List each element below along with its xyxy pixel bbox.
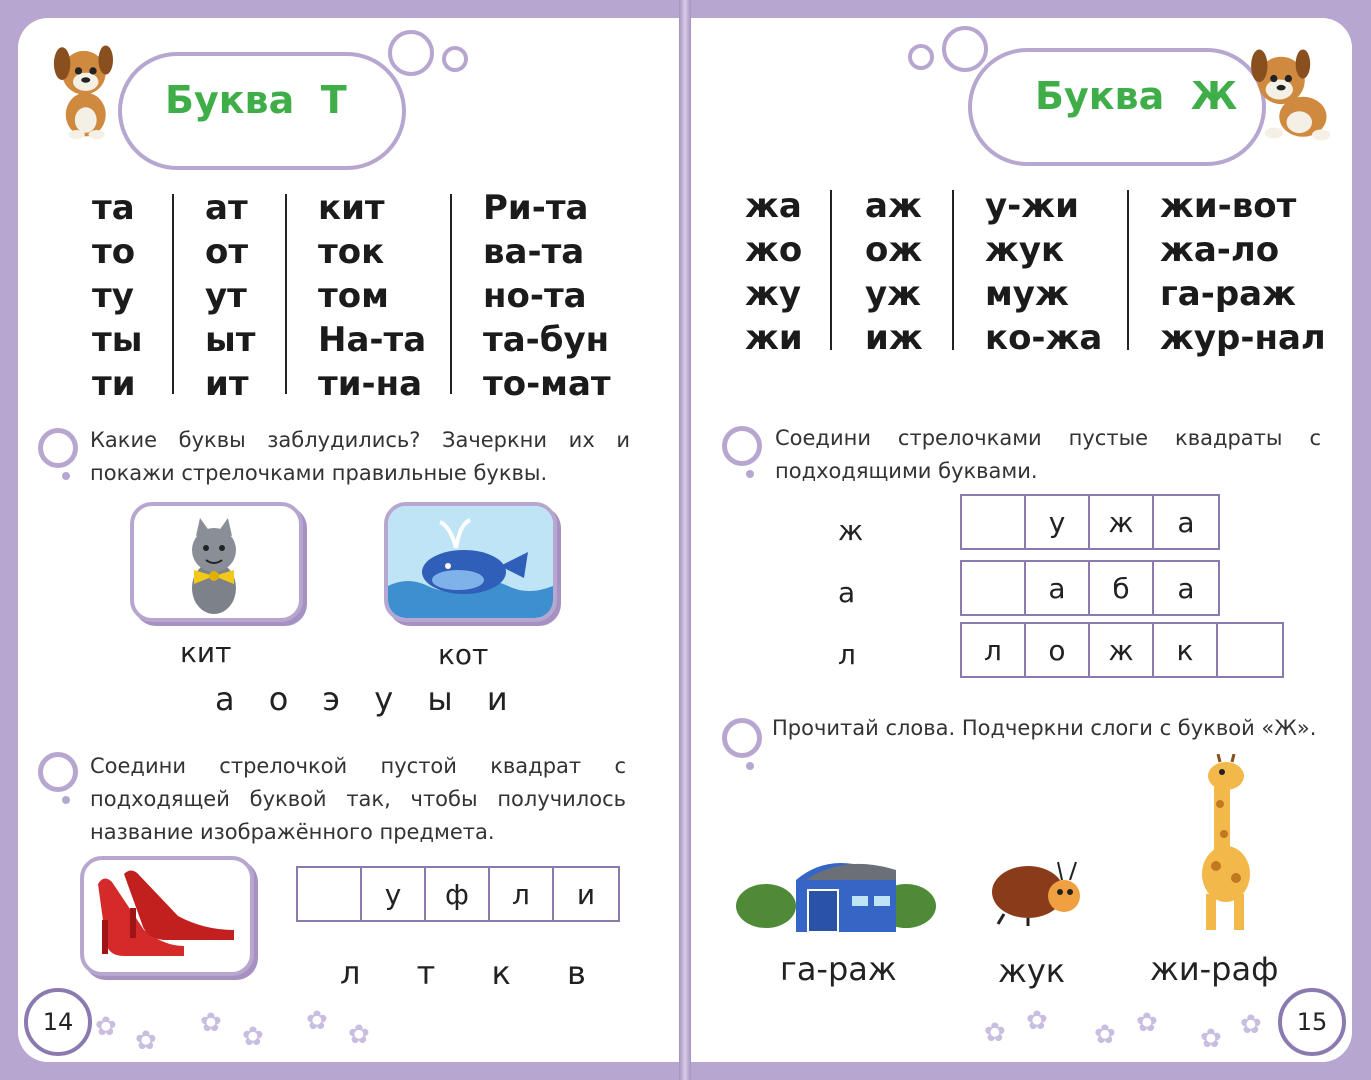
syllable: На-та [318,320,427,360]
syllable: уж [865,274,921,314]
grid-cell: у [1026,496,1090,548]
left-task1-text: Какие буквы заблудились? Зачеркни их и покажи стрелочками правильные буквы. [90,428,630,485]
side-letter: ж [838,514,864,547]
paw-print-icon: ✿ [200,1008,222,1038]
column-divider [172,194,174,394]
grid-cell-empty[interactable] [962,562,1026,614]
left-syllable-column-3 [318,186,426,406]
syllable: то [92,232,136,272]
left-title-letter: Т [320,78,347,122]
task-bullet-dot-icon [62,796,70,804]
page-number-right: 15 [1278,988,1346,1056]
word-kot: кот [438,638,489,671]
syllable: жур-нал [1160,318,1326,358]
left-cloud-bubble-large [388,30,434,76]
right-task1-grid-row-2 [960,560,1220,616]
syllable: то-мат [483,364,611,404]
paw-print-icon: ✿ [95,1012,117,1042]
red-shoes-image [84,860,250,972]
paw-print-icon: ✿ [242,1022,264,1052]
left-cloud-bubble-small [442,46,468,72]
paw-print-icon: ✿ [135,1026,157,1056]
right-syllable-column-1 [745,184,803,360]
paw-print-icon: ✿ [348,1020,370,1050]
right-title-letter: Ж [1190,74,1238,118]
syllable: жи-вот [1160,186,1297,226]
paw-print-icon: ✿ [1136,1008,1158,1038]
beetle-image [984,852,1084,928]
grid-cell: и [576,877,596,911]
dog-mascot-right [1242,44,1342,144]
syllable: жук [985,230,1065,270]
grid-cell: а [1177,571,1195,605]
syllable: ти [92,364,136,404]
kitten-image [134,506,299,618]
left-page-title [165,78,347,122]
syllable: ож [865,230,923,270]
grid-cell: б [1090,562,1154,614]
paw-print-icon: ✿ [1026,1006,1048,1036]
grid-cell-empty[interactable] [1218,624,1282,676]
grid-cell: к [1154,624,1218,676]
grid-cell: у [362,868,426,920]
left-task2-letters: л т к в [340,954,598,992]
column-divider [952,190,954,350]
word-garazh: га-раж [780,950,897,988]
grid-cell-empty[interactable] [298,868,362,920]
column-divider [285,194,287,394]
syllable: ыт [205,320,256,360]
side-letter: л [838,638,856,671]
syllable: ко-жа [985,318,1103,358]
syllable: ток [318,232,385,272]
right-syllable-column-4 [1160,184,1326,360]
grid-cell: ф [426,868,490,920]
syllable: Ри-та [483,188,589,228]
syllable: ти-на [318,364,423,404]
left-syllable-column-4 [483,186,611,406]
right-cloud-bubble-small [908,44,934,70]
left-task2-text: Соедини стрелочкой пустой квадрат с подходящей буквой так, чтобы получилось название изображённого предмета. [90,754,626,844]
right-cloud-bubble-large [942,26,988,72]
dog-mascot-left [48,40,118,140]
task-bullet-dot-icon [746,470,754,478]
paw-print-icon: ✿ [306,1006,328,1036]
whale-image [388,506,553,618]
word-zhiraf: жи-раф [1150,950,1279,988]
syllable: но-та [483,276,587,316]
syllable: ут [205,276,247,316]
task-bullet-icon [38,752,78,792]
syllable: жо [745,230,803,270]
syllable: га-раж [1160,274,1296,314]
task-bullet-icon [38,428,78,468]
syllable: у-жи [985,186,1079,226]
syllable: ит [205,364,249,404]
grid-cell: л [490,868,554,920]
right-task2-text: Прочитай слова. Подчеркни слоги с буквой «Ж». [772,716,1317,740]
side-letter: а [838,576,856,609]
grid-cell: ж [1090,624,1154,676]
syllable: иж [865,318,923,358]
task-bullet-dot-icon [62,472,70,480]
grid-cell-empty[interactable] [962,496,1026,548]
right-page-title [1035,74,1237,118]
grid-cell: л [962,624,1026,676]
word-zhuk: жук [998,952,1066,990]
syllable: от [205,232,249,272]
right-syllable-column-2 [865,184,923,360]
right-task1-grid-row-1 [960,494,1220,550]
paw-print-icon: ✿ [1094,1020,1116,1050]
right-syllable-column-3 [985,184,1102,360]
left-title-word: Буква [165,78,295,122]
grid-cell: а [1177,505,1195,539]
syllable: жи [745,318,803,358]
syllable: ва-та [483,232,585,272]
grid-cell: о [1026,624,1090,676]
word-kit: кит [180,636,232,669]
whale-image-frame [384,502,557,622]
kitten-image-frame [130,502,303,622]
shoes-image-frame [80,856,254,976]
syllable: ту [92,276,134,316]
left-syllable-column-1 [92,186,142,406]
right-task1-text: Соедини стрелочками пустые квадраты с подходящими буквами. [775,426,1321,483]
column-divider [830,190,832,350]
column-divider [450,194,452,394]
syllable: том [318,276,389,316]
left-task2-grid [296,866,620,922]
right-title-word: Буква [1035,74,1165,118]
column-divider [1127,190,1129,350]
left-task1-letters: а о э у ы и [215,680,520,718]
garage-image [736,840,936,940]
syllable: жа-ло [1160,230,1280,270]
paw-print-icon: ✿ [1200,1024,1222,1054]
right-task1-grid-row-3 [960,622,1284,678]
paw-print-icon: ✿ [984,1018,1006,1048]
syllable: та [92,188,135,228]
giraffe-image [1180,754,1270,934]
task-bullet-icon [722,426,762,466]
task-bullet-dot-icon [746,762,754,770]
paw-print-icon: ✿ [1240,1010,1262,1040]
syllable: аж [865,186,922,226]
task-bullet-icon [722,718,762,758]
book-spine [679,0,691,1080]
left-syllable-column-2 [205,186,255,406]
syllable: та-бун [483,320,610,360]
syllable: ат [205,188,248,228]
page-number-left: 14 [24,988,92,1056]
syllable: кит [318,188,385,228]
grid-cell: а [1026,562,1090,614]
syllable: жа [745,186,802,226]
grid-cell: ж [1090,496,1154,548]
syllable: муж [985,274,1069,314]
syllable: жу [745,274,801,314]
syllable: ты [92,320,143,360]
